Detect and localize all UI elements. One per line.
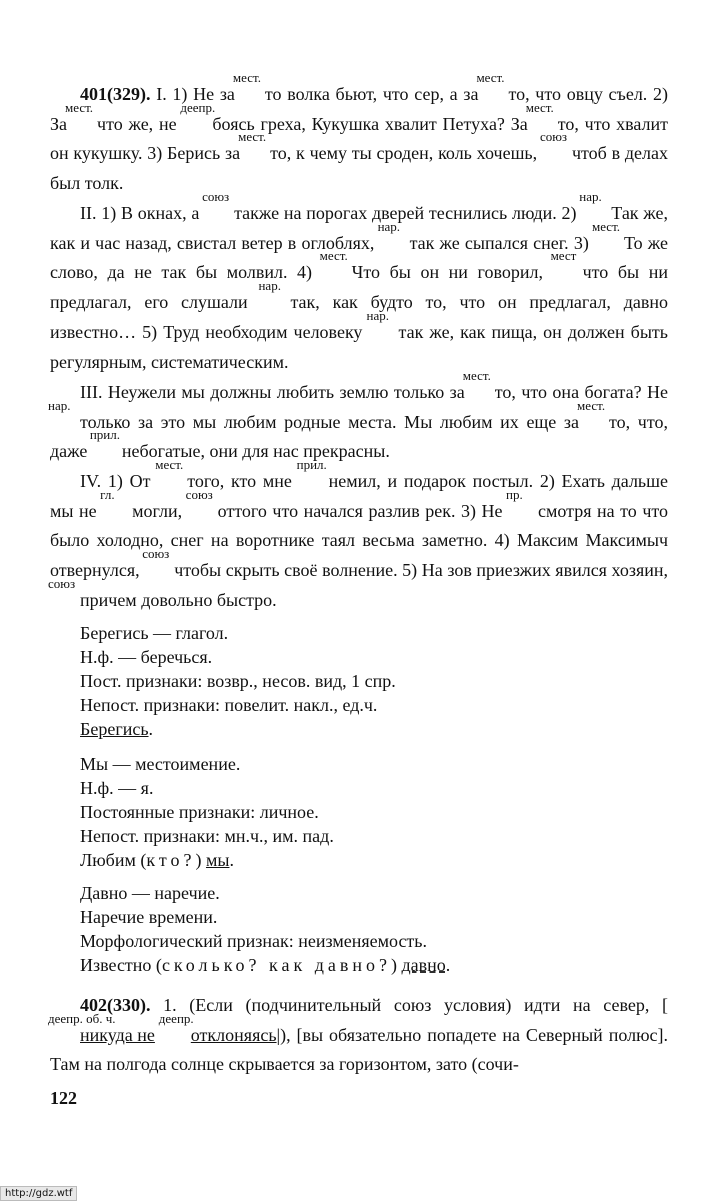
annotated-word: нар. так,	[258, 278, 320, 313]
annotated-word: нар. Так	[579, 189, 639, 223]
annotated-word: союз причем	[48, 575, 137, 610]
annotated-word: пр. смотря	[506, 486, 592, 521]
page-number: 122	[50, 1088, 77, 1108]
annotated-word: союз также	[202, 189, 280, 223]
annotated-word: мест. то	[232, 70, 282, 104]
annotated-word: союз чтобы	[142, 546, 222, 581]
ex401-part3: III. Неужели мы должны любить землю только за мест. то, что она богата? Не нар. только за это мы любим родные места. Мы любим их еще за мест. то, что, даже прил. небогатые, они для нас прекрасны.	[50, 378, 668, 467]
annotated-word: мест. то,	[577, 397, 631, 432]
annotated-word: нар. так	[366, 307, 424, 342]
annotated-word: нар. так	[377, 218, 435, 253]
exercise-number: 402(330).	[80, 995, 151, 1015]
annotated-word: мест. того,	[155, 457, 225, 491]
annotated-word: союз оттого	[185, 486, 267, 521]
annotated-word: мест. То	[591, 218, 643, 253]
annotated-word: прил. небогатые,	[89, 427, 205, 462]
parse-pronoun-block: Мы — местоимение. Н.ф. — я. Постоянные признаки: личное. Непост. признаки: мн.ч., им. пад. Любим (кто?) мы.	[80, 754, 334, 870]
ex401-part2: II. 1) В окнах, а союз также на порогах дверей теснились люди. 2) нар. Так же, как и час назад, свистал ветер в оглоблях, нар. так же сыпался снег. 3) мест. То же слово, да не так бы молвил. 4) мест. Что бы он ни говорил, мест что бы ни предлагал, его слушали нар. так, как будто то, что он предлагал, давно известно… 5) Труд необходим человеку нар. так же, как пища, он должен быть регулярным, систематическим.	[50, 189, 669, 372]
annotated-word: гл. могли,	[100, 486, 183, 521]
annotated-word: деепр. боясь	[180, 99, 255, 134]
ex401-part4: IV. 1) От мест. того, кто мне прил. немил, и подарок постыл. 2) Ехать дальше мы не гл. могли, союз оттого что начался разлив рек. 3) Не пр. смотря на то что было холодно, снег на воротнике таял весьма заметно. 4) Максим Максимыч отвернулся, союз чтобы скрыть своё волнение. 5) На зов приезжих явился хозяин, союз причем довольно быстро.	[50, 467, 668, 616]
annotated-word: мест. что	[65, 99, 123, 134]
parse-adverb-block: Давно — наречие. Наречие времени. Морфологический признак: неизменяемость. Известно (сколько? как давно?) давно.	[80, 883, 451, 975]
annotated-word: союз чтоб	[539, 129, 607, 164]
annotated-word: деепр. отклоняясь	[158, 1010, 277, 1045]
ex402-text: 402(330). 1. (Если (подчинительный союз условия) идти на север, [ деепр. об. ч. никуда не деепр. отклоняясь|), [вы обязательно попадете на Северный полюс]. Там на полгода солнце скрывается за горизонтом, зато (сочи-	[48, 995, 668, 1075]
annotated-word: нар. только	[48, 397, 131, 432]
annotated-word: мест что	[550, 248, 609, 283]
annotated-word: мест. то,	[238, 129, 292, 164]
parse-verb-block: Берегись — глагол. Н.ф. — беречься. Пост. признаки: возвр., несов. вид, 1 спр. Непост. признаки: повелит. накл., ед.ч. Берегись.	[80, 623, 396, 739]
annotated-word: мест. то,	[525, 99, 579, 134]
watermark-link[interactable]: http://gdz.wtf	[0, 1186, 77, 1201]
annotated-word: мест. то,	[462, 368, 516, 402]
ex401-part1: 401(329). I. 1) Не за мест. то волка бьют, что сер, а за мест. то, что овцу съел. 2) За мест. что же, не деепр. боясь греха, Кукушка хвалит Петуха? За мест. то, что хвалит он кукушку. 3) Берись за мест. то, к чему ты сроден, коль хочешь, союз чтоб в делах был толк.	[50, 70, 669, 194]
annotated-word: прил. немил,	[296, 457, 381, 491]
annotated-word: мест. то,	[476, 70, 530, 104]
exercise-number: 401(329).	[80, 84, 151, 104]
annotated-word: мест. Что	[319, 248, 380, 283]
annotated-word: деепр. об. ч. никуда не	[48, 1010, 155, 1045]
